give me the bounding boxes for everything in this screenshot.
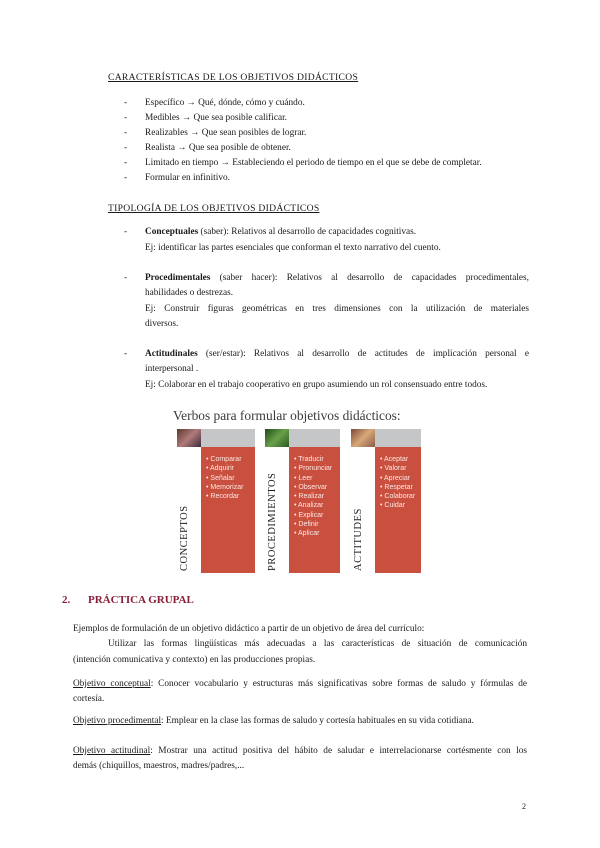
list-item: • Analizar bbox=[294, 501, 332, 510]
desc-conceptuales: (saber): Relativos al desarrollo de capacidades cognitivas. bbox=[198, 227, 417, 237]
verbos-title: Verbos para formular objetivos didácticos: bbox=[173, 408, 401, 423]
list-item: Específico → Qué, dónde, cómo y cuándo. bbox=[145, 98, 305, 108]
list-item: • Aceptar bbox=[380, 455, 415, 464]
verb-block-actitudes bbox=[351, 429, 421, 573]
procedimientos-verbs bbox=[294, 455, 332, 539]
actitudes-verbs bbox=[380, 455, 415, 511]
page-number: 2 bbox=[522, 802, 526, 811]
list-item: • Leer bbox=[294, 474, 332, 483]
section-title: PRÁCTICA GRUPAL bbox=[88, 594, 194, 606]
list-item: • Aplicar bbox=[294, 529, 332, 538]
tipo-procedimentales bbox=[145, 271, 529, 286]
area-objective-line2: (intención comunicativa y contexto) en las producciones propias. bbox=[73, 655, 316, 665]
list-item: • Realizar bbox=[294, 492, 332, 501]
objetivo-procedimental-label: Objetivo procedimental bbox=[73, 716, 162, 726]
verbos-figure bbox=[171, 407, 427, 571]
practica-intro: Ejemplos de formulación de un objetivo didáctico a partir de un objetivo de área del currículo: bbox=[73, 624, 425, 634]
procedimientos-label: PROCEDIMIENTOS bbox=[267, 472, 278, 571]
verb-block-conceptos bbox=[177, 429, 255, 573]
objetivo-conceptual bbox=[73, 676, 527, 692]
list-item: Realizables → Que sean posibles de lograr. bbox=[145, 128, 307, 138]
area-objective-line1: Utilizar las formas lingüísticas más adecuadas a las características de situación de comunicación bbox=[108, 639, 527, 649]
objetivo-procedimental bbox=[73, 713, 474, 729]
list-item: • Observar bbox=[294, 483, 332, 492]
list-item: • Colaborar bbox=[380, 492, 415, 501]
example-conceptuales: Ej: identificar las partes esenciales que conforman el texto narrativo del cuento. bbox=[145, 243, 441, 253]
list-item: • Definir bbox=[294, 520, 332, 529]
list-item: • Apreciar bbox=[380, 474, 415, 483]
list-item: • Memorizar bbox=[206, 483, 243, 492]
actitudes-label: ACTITUDES bbox=[353, 508, 364, 571]
list-item: • Respetar bbox=[380, 483, 415, 492]
objetivo-actitudinal bbox=[73, 743, 527, 759]
desc-procedimentales: (saber hacer): Relativos al desarrollo de capacidades procedimentales, bbox=[210, 273, 529, 283]
list-item: • Cuidar bbox=[380, 501, 415, 510]
list-item: • Recordar bbox=[206, 492, 243, 501]
procedimientos-thumbnail bbox=[265, 429, 289, 447]
desc-actitudinales: (ser/estar): Relativos al desarrollo de actitudes de implicación personal e bbox=[197, 349, 529, 359]
objetivo-actitudinal-text: : Mostrar una actitud positiva del hábito de saludar e interrelacionarse cortésmente con los bbox=[150, 746, 527, 756]
list-item: • Comparar bbox=[206, 455, 243, 464]
term-procedimentales: Procedimentales bbox=[145, 273, 211, 283]
list-item: Limitado en tiempo → Estableciendo el periodo de tiempo en el que se debe de completar. bbox=[145, 158, 482, 168]
objetivo-actitudinal-cont: demás (chiquillos, maestros, madres/padres,... bbox=[73, 761, 245, 771]
section-number: 2. bbox=[62, 594, 71, 606]
objetivo-conceptual-text: : Conocer vocabulario y estructuras más significativas sobre formas de saludo y fórmulas de bbox=[150, 679, 527, 689]
tipo-actitudinales bbox=[145, 347, 529, 362]
objetivo-procedimental-text: : Emplear en la clase las formas de saludo y cortesía habituales en su vida cotidiana. bbox=[161, 716, 474, 726]
objetivo-actitudinal-label: Objetivo actitudinal bbox=[73, 746, 151, 756]
example-procedimentales: Ej: Construir figuras geométricas en tres dimensiones con la utilización de materiales bbox=[145, 304, 529, 314]
desc2-actitudinales: interpersonal . bbox=[145, 364, 199, 374]
list-item: Formular en infinitivo. bbox=[145, 173, 230, 183]
tipo-conceptuales bbox=[145, 225, 416, 240]
list-item: • Explicar bbox=[294, 511, 332, 520]
list-item: Realista → Que sea posible de obtener. bbox=[145, 143, 291, 153]
tipologia-heading: TIPOLOGÍA DE LOS OBJETIVOS DIDÁCTICOS bbox=[108, 203, 320, 214]
objetivo-conceptual-label: Objetivo conceptual bbox=[73, 679, 151, 689]
list-item: • Pronunciar bbox=[294, 464, 332, 473]
conceptos-verbs bbox=[206, 455, 243, 501]
list-item: Medibles → Que sea posible calificar. bbox=[145, 113, 287, 123]
term-conceptuales: Conceptuales bbox=[145, 227, 199, 237]
desc2-procedimentales: habilidades o destrezas. bbox=[145, 288, 234, 298]
list-item: • Señalar bbox=[206, 474, 243, 483]
caracteristicas-heading: CARACTERÍSTICAS DE LOS OBJETIVOS DIDÁCTICOS bbox=[108, 72, 359, 83]
example-actitudinales: Ej: Colaborar en el trabajo cooperativo en grupo asumiendo un rol consensuado entre todos. bbox=[145, 380, 488, 390]
conceptos-thumbnail bbox=[177, 429, 201, 447]
list-item: • Valorar bbox=[380, 464, 415, 473]
conceptos-label: CONCEPTOS bbox=[179, 505, 190, 571]
list-item: • Traducir bbox=[294, 455, 332, 464]
verb-block-procedimientos bbox=[265, 429, 340, 573]
list-item: • Adquirir bbox=[206, 464, 243, 473]
objetivo-conceptual-cont: cortesía. bbox=[73, 694, 105, 704]
actitudes-thumbnail bbox=[351, 429, 375, 447]
term-actitudinales: Actitudinales bbox=[145, 349, 198, 359]
example2-procedimentales: diversos. bbox=[145, 319, 179, 329]
